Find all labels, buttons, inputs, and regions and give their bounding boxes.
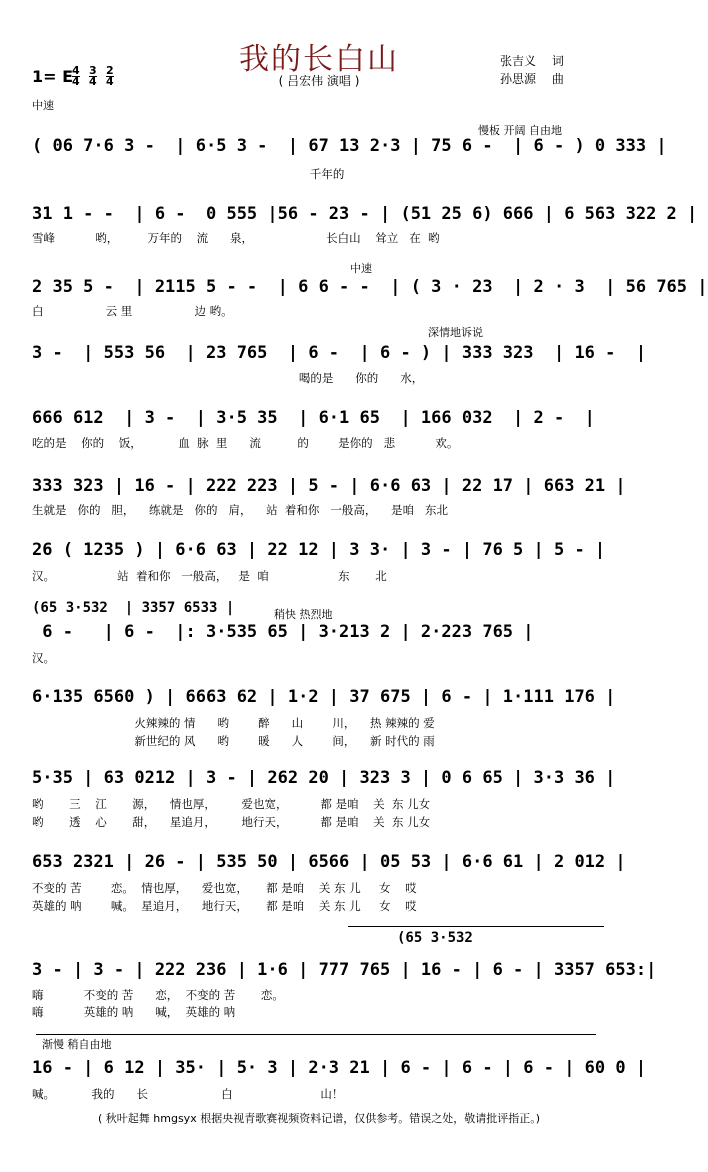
lyric-line-verse-2: 英雄的 呐 喊。 星追月， 地行天， 都 是咱 关 东 儿 女 哎 <box>32 899 417 913</box>
meter-2-4: 2 4 <box>106 64 114 88</box>
notation-line: 2 35 5 - | 2115 5 - - | 6 6 - - | ( 3 · 23 | 2 · 3 | 56 765 | <box>32 277 708 297</box>
expression-mark-8: 稍快 热烈地 <box>274 608 333 621</box>
notation-line: 6 - | 6 - |: 3·535 65 | 3·213 2 | 2·223 765 | <box>32 622 534 642</box>
composer-credit: 孙思源 曲 <box>500 72 564 86</box>
notation-line: 6·135 6560 ) | 6663 62 | 1·2 | 37 675 | 6 - | 1·111 176 | <box>32 687 616 707</box>
expression-mark-3: 中速 <box>350 262 372 275</box>
notation-line: ( 06 7·6 3 - | 6·5 3 - | 67 13 2·3 | 75 6 - | 6 - ) 0 333 | <box>32 136 667 156</box>
notation-line: 3 - | 3 - | 222 236 | 1·6 | 777 765 | 16 - | 6 - | 3357 653:| <box>32 960 657 980</box>
expression-mark-1: 慢板 开阔 自由地 <box>478 124 562 137</box>
volta-bracket-2 <box>36 1034 596 1035</box>
lyric-line: 白 云 里 边 哟。 <box>32 304 233 318</box>
lyric-line: 雪峰 哟， 万年的 流 泉， 长白山 耸立 在 哟 <box>32 231 440 245</box>
lyric-line: 汉。 <box>32 651 55 665</box>
lyric-line-verse-1: 火辣辣的 情 哟 醉 山 川， 热 辣辣的 爱 <box>32 716 435 730</box>
notation-line: 5·35 | 63 0212 | 3 - | 262 20 | 323 3 | 0 6 65 | 3·3 36 | <box>32 768 616 788</box>
lyric-line: 千年的 <box>32 167 345 181</box>
expression-mark-13: 渐慢 稍自由地 <box>42 1038 112 1051</box>
expression-mark-4: 深情地诉说 <box>428 326 483 339</box>
tempo-marking: 中速 <box>32 99 54 112</box>
performer-line: ( 吕宏伟 演唱 ) <box>278 74 360 88</box>
volta-ending-line: (65 3·532 | 3357 6533 | <box>32 600 235 616</box>
volta-ending-line: (65 3·532 <box>397 930 473 946</box>
transcription-note: ( 秋叶起舞 hmgsyx 根据央视青歌赛视频资料记谱，仅供参考。错误之处，敬请批评指正。) <box>98 1112 540 1125</box>
lyric-line: 生就是 你的 胆， 练就是 你的 肩， 站 着和你 一般高， 是咱 东北 <box>32 503 448 517</box>
notation-line: 653 2321 | 26 - | 535 50 | 6566 | 05 53 | 6·6 61 | 2 012 | <box>32 852 626 872</box>
lyric-line-verse-1: 哟 三 江 源， 情也厚， 爱也宽， 都 是咱 关 东 儿女 <box>32 797 431 811</box>
key-signature: 1= E <box>32 67 74 86</box>
lyric-line: 喝的是 你的 水， <box>32 371 424 385</box>
lyric-line-verse-1: 嗨 不变的 苦 恋， 不变的 苦 恋。 <box>32 988 284 1002</box>
lyric-line: 喊。 我的 长 白 山！ <box>32 1087 344 1101</box>
volta-bracket-1 <box>348 926 604 927</box>
lyric-line-verse-2: 新世纪的 风 哟 暖 人 间， 新 时代的 雨 <box>32 734 435 748</box>
notation-line: 31 1 - - | 6 - 0 555 |56 - 23 - | (51 25 6) 666 | 6 563 322 2 | <box>32 204 698 224</box>
lyric-line-verse-2: 嗨 英雄的 呐 喊， 英雄的 呐 <box>32 1005 236 1019</box>
score-title: 我的长白山 <box>239 42 399 77</box>
notation-line: 3 - | 553 56 | 23 765 | 6 - | 6 - ) | 333 323 | 16 - | <box>32 343 647 363</box>
meter-4-4: 4 4 <box>72 64 80 88</box>
notation-line: 333 323 | 16 - | 222 223 | 5 - | 6·6 63 | 22 17 | 663 21 | <box>32 476 626 496</box>
lyricist-credit: 张吉义 词 <box>500 54 564 68</box>
meter-3-4: 3 4 <box>89 64 97 88</box>
lyric-line-verse-1: 不变的 苦 恋。 情也厚， 爱也宽， 都 是咱 关 东 儿 女 哎 <box>32 881 417 895</box>
lyric-line: 吃的是 你的 饭， 血 脉 里 流 的 是你的 悲 欢。 <box>32 436 459 450</box>
lyric-line: 汉。 站 着和你 一般高， 是 咱 东 北 <box>32 569 387 583</box>
notation-line: 666 612 | 3 - | 3·5 35 | 6·1 65 | 166 032 | 2 - | <box>32 408 595 428</box>
lyric-line-verse-2: 哟 透 心 甜， 星追月， 地行天， 都 是咱 关 东 儿女 <box>32 815 431 829</box>
notation-line: 26 ( 1235 ) | 6·6 63 | 22 12 | 3 3· | 3 - | 76 5 | 5 - | <box>32 540 606 560</box>
notation-line: 16 - | 6 12 | 35· | 5· 3 | 2·3 21 | 6 - | 6 - | 6 - | 60 0 | <box>32 1058 647 1078</box>
